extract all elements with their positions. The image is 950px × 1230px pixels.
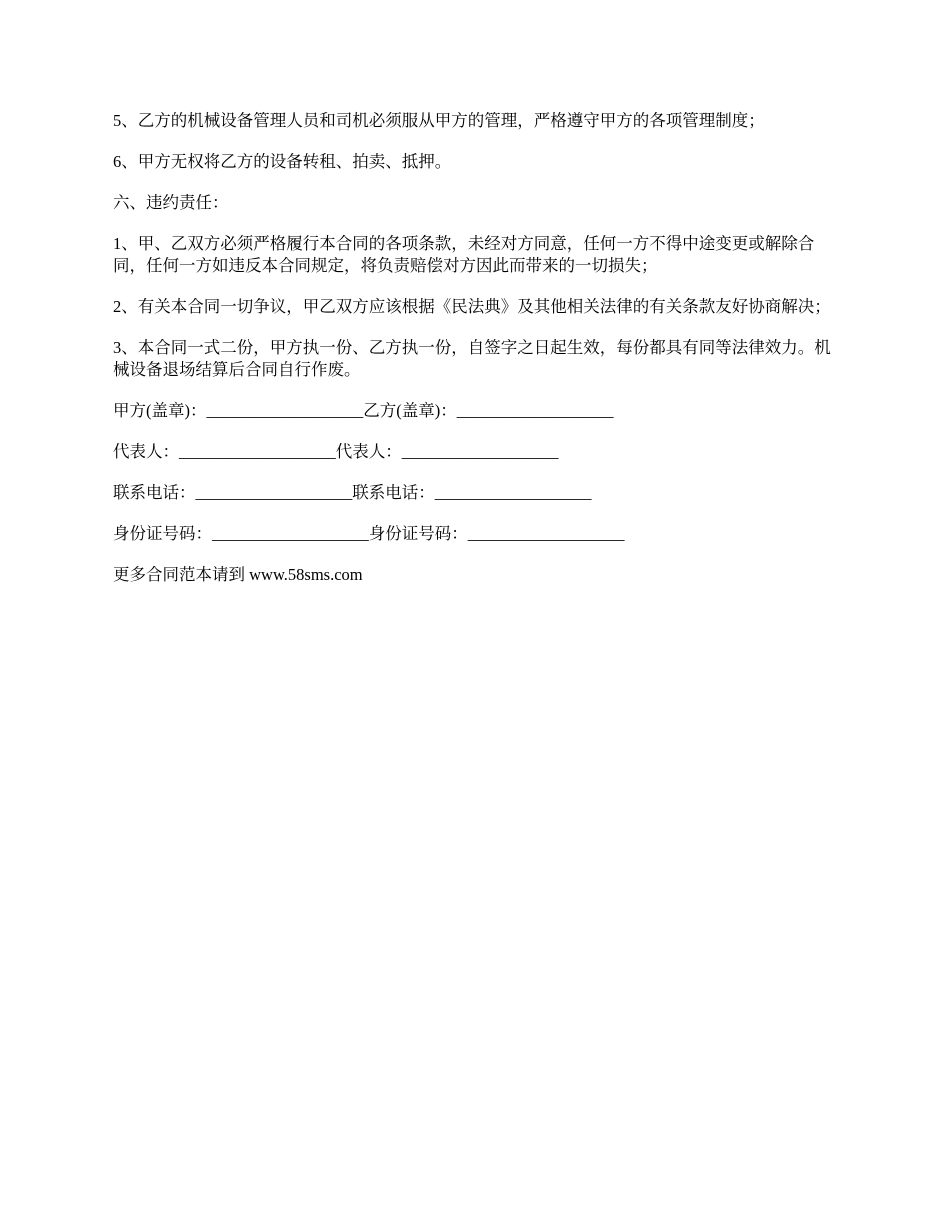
footer-note: 更多合同范本请到 www.58sms.com xyxy=(113,565,363,584)
party-b-seal-label: 乙方(盖章)： xyxy=(363,401,457,420)
representative-line xyxy=(113,441,838,463)
party-b-phone-label: 联系电话： xyxy=(352,483,435,502)
document-page xyxy=(113,110,838,605)
liability-clause-2: 2、有关本合同一切争议，甲乙双方应该根据《民法典》及其他相关法律的有关条款友好协商解决； xyxy=(113,297,831,316)
party-a-representative-label: 代表人： xyxy=(113,442,179,461)
section-heading-breach-liability: 六、违约责任： xyxy=(113,193,229,212)
party-a-phone-label: 联系电话： xyxy=(113,483,196,502)
party-a-phone-blank: ___________________ xyxy=(195,483,353,502)
party-a-id-blank: ___________________ xyxy=(212,524,369,543)
party-b-seal-blank: ___________________ xyxy=(456,401,614,420)
party-b-representative-label: 代表人： xyxy=(335,442,402,461)
party-a-seal-blank: ___________________ xyxy=(206,401,364,420)
party-a-representative-blank: ___________________ xyxy=(179,442,336,461)
id-number-line xyxy=(113,523,838,545)
liability-clause-1: 1、甲、乙双方必须严格履行本合同的各项条款，未经对方同意，任何一方不得中途变更或解除合同，任何一方如违反本合同规定，将负责赔偿对方因此而带来的一切损失； xyxy=(113,234,815,275)
seal-line xyxy=(113,400,838,422)
party-b-id-label: 身份证号码： xyxy=(368,524,468,543)
phone-line xyxy=(113,482,838,504)
clause-6: 6、甲方无权将乙方的设备转租、拍卖、抵押。 xyxy=(113,152,452,171)
party-b-representative-blank: ___________________ xyxy=(401,442,559,461)
clause-5: 5、乙方的机械设备管理人员和司机必须服从甲方的管理，严格遵守甲方的各项管理制度； xyxy=(113,111,765,130)
party-b-phone-blank: ___________________ xyxy=(434,483,592,502)
party-a-seal-label: 甲方(盖章)： xyxy=(113,401,207,420)
party-b-id-blank: ___________________ xyxy=(467,524,625,543)
liability-clause-3: 3、本合同一式二份，甲方执一份、乙方执一份，自签字之日起生效，每份都具有同等法律效力。机械设备退场结算后合同自行作废。 xyxy=(113,338,831,379)
party-a-id-label: 身份证号码： xyxy=(113,524,212,543)
